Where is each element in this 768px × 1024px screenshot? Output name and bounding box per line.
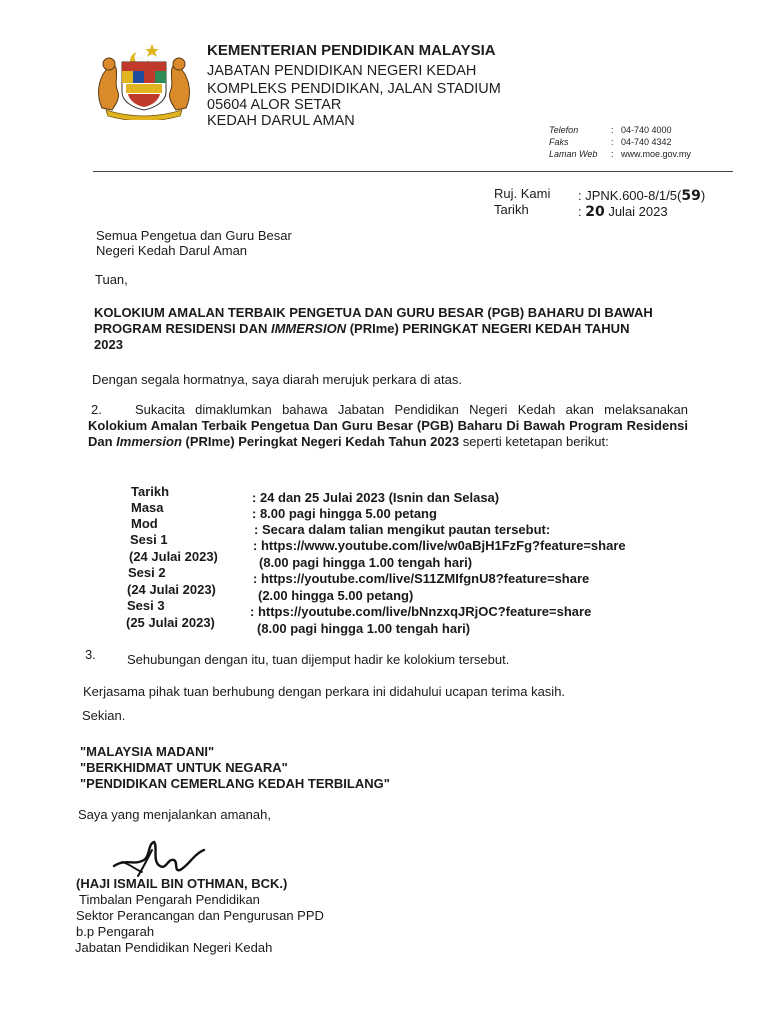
letterhead-divider <box>93 171 733 172</box>
detail-value: : 24 dan 25 Julai 2023 (Isnin dan Selasa) <box>252 490 500 505</box>
date-prefix: : <box>578 204 586 219</box>
reference-handwritten: 59 <box>681 188 701 204</box>
contact-label: Telefon <box>549 125 579 135</box>
subject-line-3: 2023 <box>94 337 123 352</box>
contact-fax <box>549 136 691 148</box>
address-line-2: 05604 ALOR SETAR <box>207 97 342 113</box>
paragraph-2-bold: (PRIme) Peringkat Negeri Kedah Tahun 2023 <box>181 434 460 449</box>
reference-value <box>578 188 705 204</box>
detail-label: (24 Julai 2023) <box>127 582 216 597</box>
signatory-name: (HAJI ISMAIL BIN OTHMAN, BCK.) <box>76 876 288 891</box>
date-rest: Julai 2023 <box>604 204 668 219</box>
detail-label: Mod <box>131 516 158 531</box>
reference-number: : JPNK.600-8/1/5( <box>578 188 682 203</box>
recipient-line-2: Negeri Kedah Darul Aman <box>96 243 248 258</box>
sign-intro: Saya yang menjalankan amanah, <box>78 807 271 822</box>
ministry-name: KEMENTERIAN PENDIDIKAN MALAYSIA <box>207 42 496 59</box>
address-line-1: KOMPLEKS PENDIDIKAN, JALAN STADIUM <box>207 81 501 97</box>
contact-value: 04-740 4342 <box>621 137 672 147</box>
detail-label: Masa <box>131 500 164 515</box>
recipient-line-1: Semua Pengetua dan Guru Besar <box>96 228 292 243</box>
contact-block <box>549 124 691 160</box>
paragraph-2-number: 2. <box>91 402 102 417</box>
detail-label: Sesi 3 <box>127 598 165 613</box>
reference-label: Ruj. Kami <box>494 186 551 201</box>
contact-phone <box>549 124 691 136</box>
jata-negara-crest <box>92 40 196 120</box>
motto-1: "MALAYSIA MADANI" <box>80 744 215 759</box>
contact-separator: : <box>611 149 614 159</box>
session-2-link[interactable]: : https://youtube.com/live/S11ZMIfgnU8?feature=share <box>253 571 590 586</box>
subject-line-1: KOLOKIUM AMALAN TERBAIK PENGETUA DAN GURU BESAR (PGB) BAHARU DI BAWAH <box>94 305 653 320</box>
date-handwritten: 20 <box>585 204 605 220</box>
signatory-title-4: Jabatan Pendidikan Negeri Kedah <box>75 940 273 955</box>
paragraph-2 <box>88 402 688 450</box>
paragraph-2-bold: Kolokium Amalan Terbaik Pengetua Dan Guru Besar (PGB) Baharu Di Bawah Program Residensi Dan <box>88 418 688 449</box>
signatory-title-1: Timbalan Pengarah Pendidikan <box>79 892 260 907</box>
paragraph-3-number: 3. <box>85 647 96 662</box>
detail-value: : Secara dalam talian mengikut pautan tersebut: <box>254 522 551 537</box>
detail-label: (25 Julai 2023) <box>126 615 215 630</box>
session-3-link[interactable]: : https://youtube.com/live/bNnzxqJRjOC?feature=share <box>250 604 592 619</box>
contact-separator: : <box>611 125 614 135</box>
contact-label: Laman Web <box>549 149 598 159</box>
subject-part: PROGRAM RESIDENSI DAN <box>94 321 271 336</box>
paragraph-2-part: Sukacita dimaklumkan bahawa Jabatan Pendidikan Negeri Kedah akan melaksanakan <box>135 402 688 417</box>
date-label: Tarikh <box>494 202 529 217</box>
paragraph-2-italic: Immersion <box>116 434 182 449</box>
signatory-title-3: b.p Pengarah <box>76 924 155 939</box>
paragraph-2-part: seperti ketetapan berikut: <box>459 434 609 449</box>
department-name: JABATAN PENDIDIKAN NEGERI KEDAH <box>207 63 477 79</box>
contact-label: Faks <box>549 137 569 147</box>
date-value <box>578 204 668 220</box>
paragraph-3: Sehubungan dengan itu, tuan dijemput hadir ke kolokium tersebut. <box>127 652 510 667</box>
contact-value: www.moe.gov.my <box>621 149 691 159</box>
subject-italic: IMMERSION <box>270 321 347 336</box>
session-1-link[interactable]: : https://www.youtube.com/live/w0aBjH1FzFg?feature=share <box>253 538 626 553</box>
detail-label: Tarikh <box>131 484 170 499</box>
detail-label: Sesi 1 <box>130 532 168 547</box>
detail-value: (2.00 hingga 5.00 petang) <box>258 588 414 603</box>
subject-part: (PRIme) PERINGKAT NEGERI KEDAH TAHUN <box>346 321 630 336</box>
paragraph-1: Dengan segala hormatnya, saya diarah merujuk perkara di atas. <box>92 372 462 387</box>
detail-value: (8.00 pagi hingga 1.00 tengah hari) <box>259 555 473 570</box>
detail-label: (24 Julai 2023) <box>129 549 218 564</box>
address-line-3: KEDAH DARUL AMAN <box>207 113 355 129</box>
closing: Sekian. <box>82 708 126 723</box>
subject-line-2 <box>94 321 629 337</box>
contact-website <box>549 148 691 160</box>
reference-close: ) <box>700 188 706 203</box>
salutation: Tuan, <box>95 272 128 287</box>
contact-separator: : <box>611 137 614 147</box>
contact-value: 04-740 4000 <box>621 125 672 135</box>
paragraph-4: Kerjasama pihak tuan berhubung dengan perkara ini didahului ucapan terima kasih. <box>83 684 566 699</box>
signatory-title-2: Sektor Perancangan dan Pengurusan PPD <box>76 908 324 923</box>
detail-value: (8.00 pagi hingga 1.00 tengah hari) <box>257 621 471 636</box>
detail-value: : 8.00 pagi hingga 5.00 petang <box>252 506 437 521</box>
motto-3: "PENDIDIKAN CEMERLANG KEDAH TERBILANG" <box>80 776 390 791</box>
motto-2: "BERKHIDMAT UNTUK NEGARA" <box>80 760 288 775</box>
detail-label: Sesi 2 <box>128 565 166 580</box>
